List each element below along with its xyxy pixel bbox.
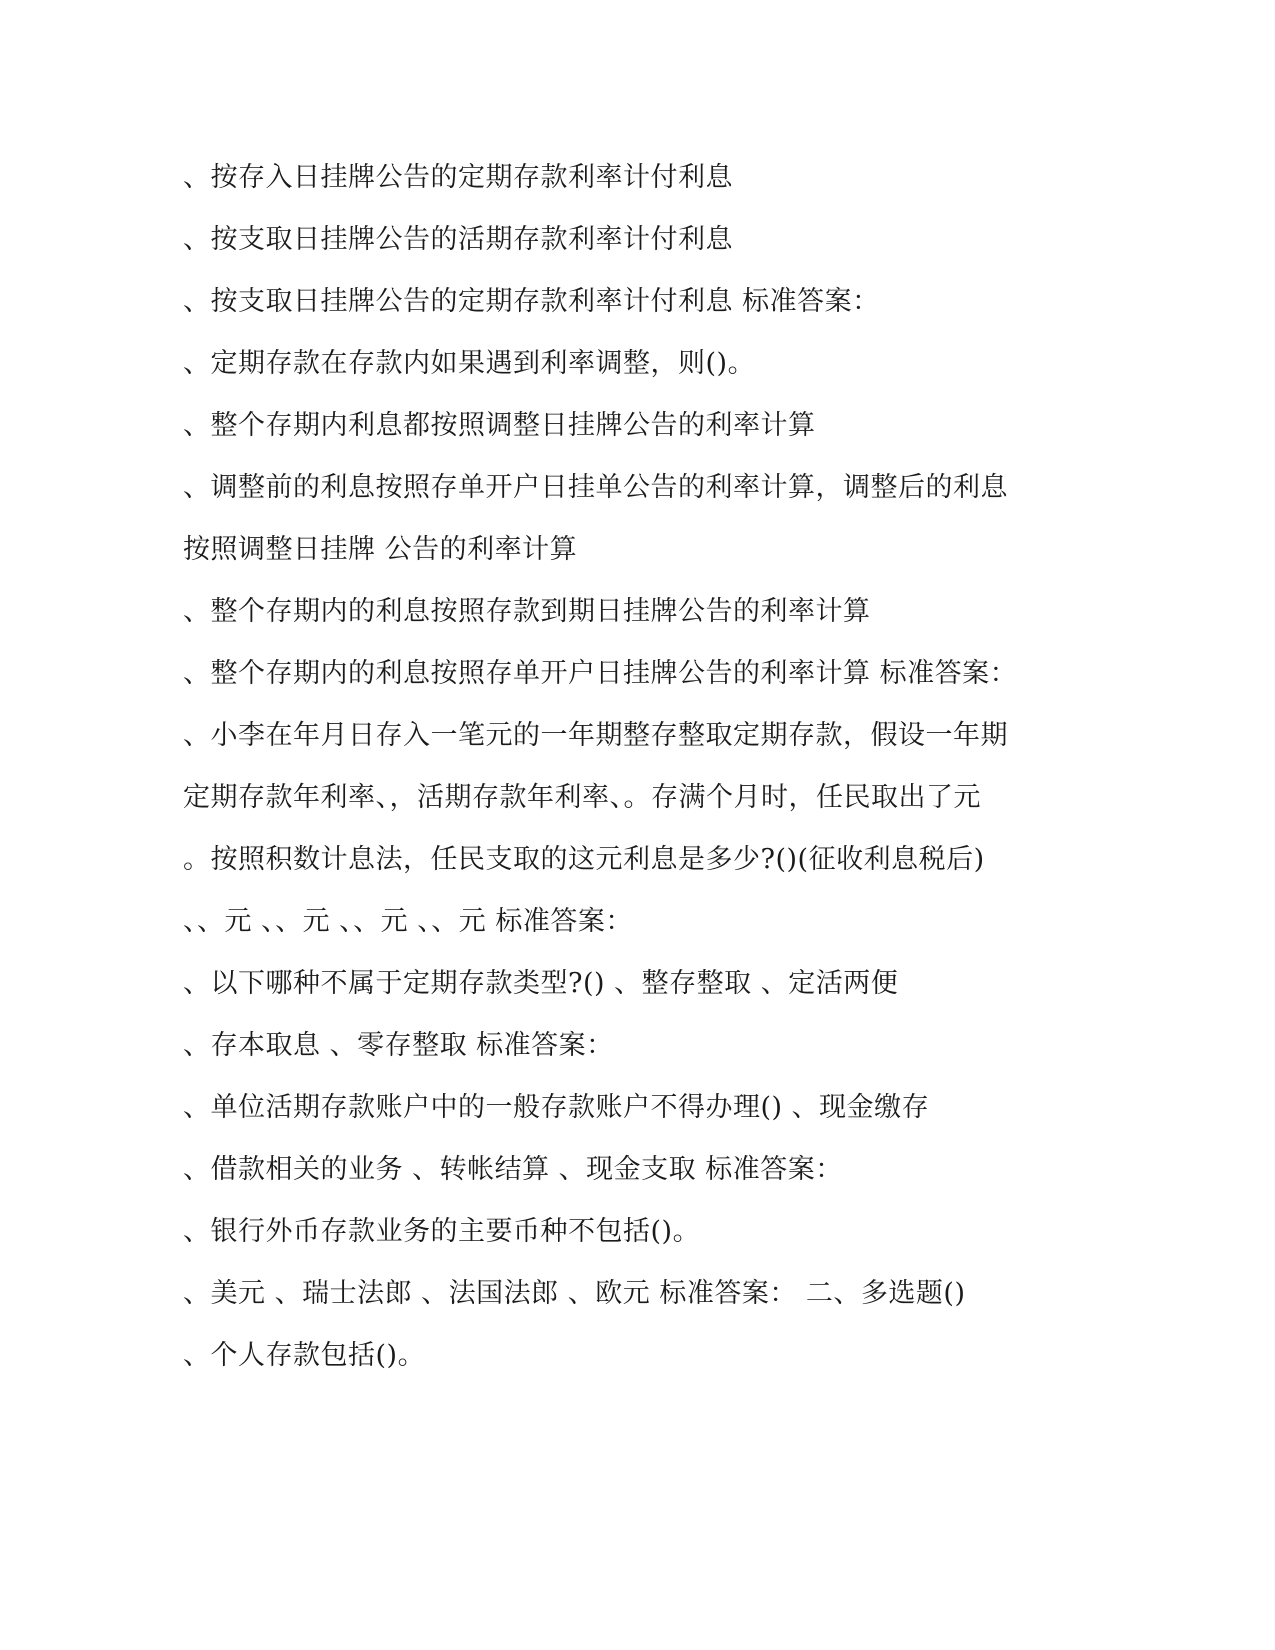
text-line: 、以下哪种不属于定期存款类型?() 、整存整取 、定活两便 xyxy=(183,968,899,999)
text-line: 、美元 、瑞士法郎 、法国法郎 、欧元 标准答案： 二、多选题() xyxy=(183,1278,966,1309)
text-line: 、调整前的利息按照存单开户日挂单公告的利率计算，调整后的利息 xyxy=(183,472,1008,503)
text-line: 、整个存期内利息都按照调整日挂牌公告的利率计算 xyxy=(183,410,816,441)
text-line: 、按支取日挂牌公告的定期存款利率计付利息 标准答案： xyxy=(183,286,880,317)
text-line: 、单位活期存款账户中的一般存款账户不得办理() 、现金缴存 xyxy=(183,1092,930,1123)
text-line: 、借款相关的业务 、转帐结算 、现金支取 标准答案： xyxy=(183,1154,843,1185)
text-line: 、个人存款包括()。 xyxy=(183,1340,426,1371)
text-line: 、整个存期内的利息按照存款到期日挂牌公告的利率计算 xyxy=(183,596,871,627)
text-line: 、小李在年月日存入一笔元的一年期整存整取定期存款，假设一年期 xyxy=(183,720,1008,751)
text-line: 、整个存期内的利息按照存单开户日挂牌公告的利率计算 标准答案： xyxy=(183,658,1018,689)
text-line: 、定期存款在存款内如果遇到利率调整，则()。 xyxy=(183,348,756,379)
text-line: 、、元 、、元 、、元 、、元 标准答案： xyxy=(183,906,633,937)
text-line: 定期存款年利率、，活期存款年利率、。存满个月时，任民取出了元 xyxy=(183,782,981,813)
text-line: 、银行外币存款业务的主要币种不包括()。 xyxy=(183,1216,701,1247)
text-line: 、按存入日挂牌公告的定期存款利率计付利息 xyxy=(183,162,733,193)
document-body xyxy=(183,153,1053,1393)
text-line: 、存本取息 、零存整取 标准答案： xyxy=(183,1030,614,1061)
text-line: 、按支取日挂牌公告的活期存款利率计付利息 xyxy=(183,224,733,255)
text-line: 。按照积数计息法，任民支取的这元利息是多少?()(征收利息税后) xyxy=(183,844,985,875)
text-line: 按照调整日挂牌 公告的利率计算 xyxy=(183,534,578,565)
